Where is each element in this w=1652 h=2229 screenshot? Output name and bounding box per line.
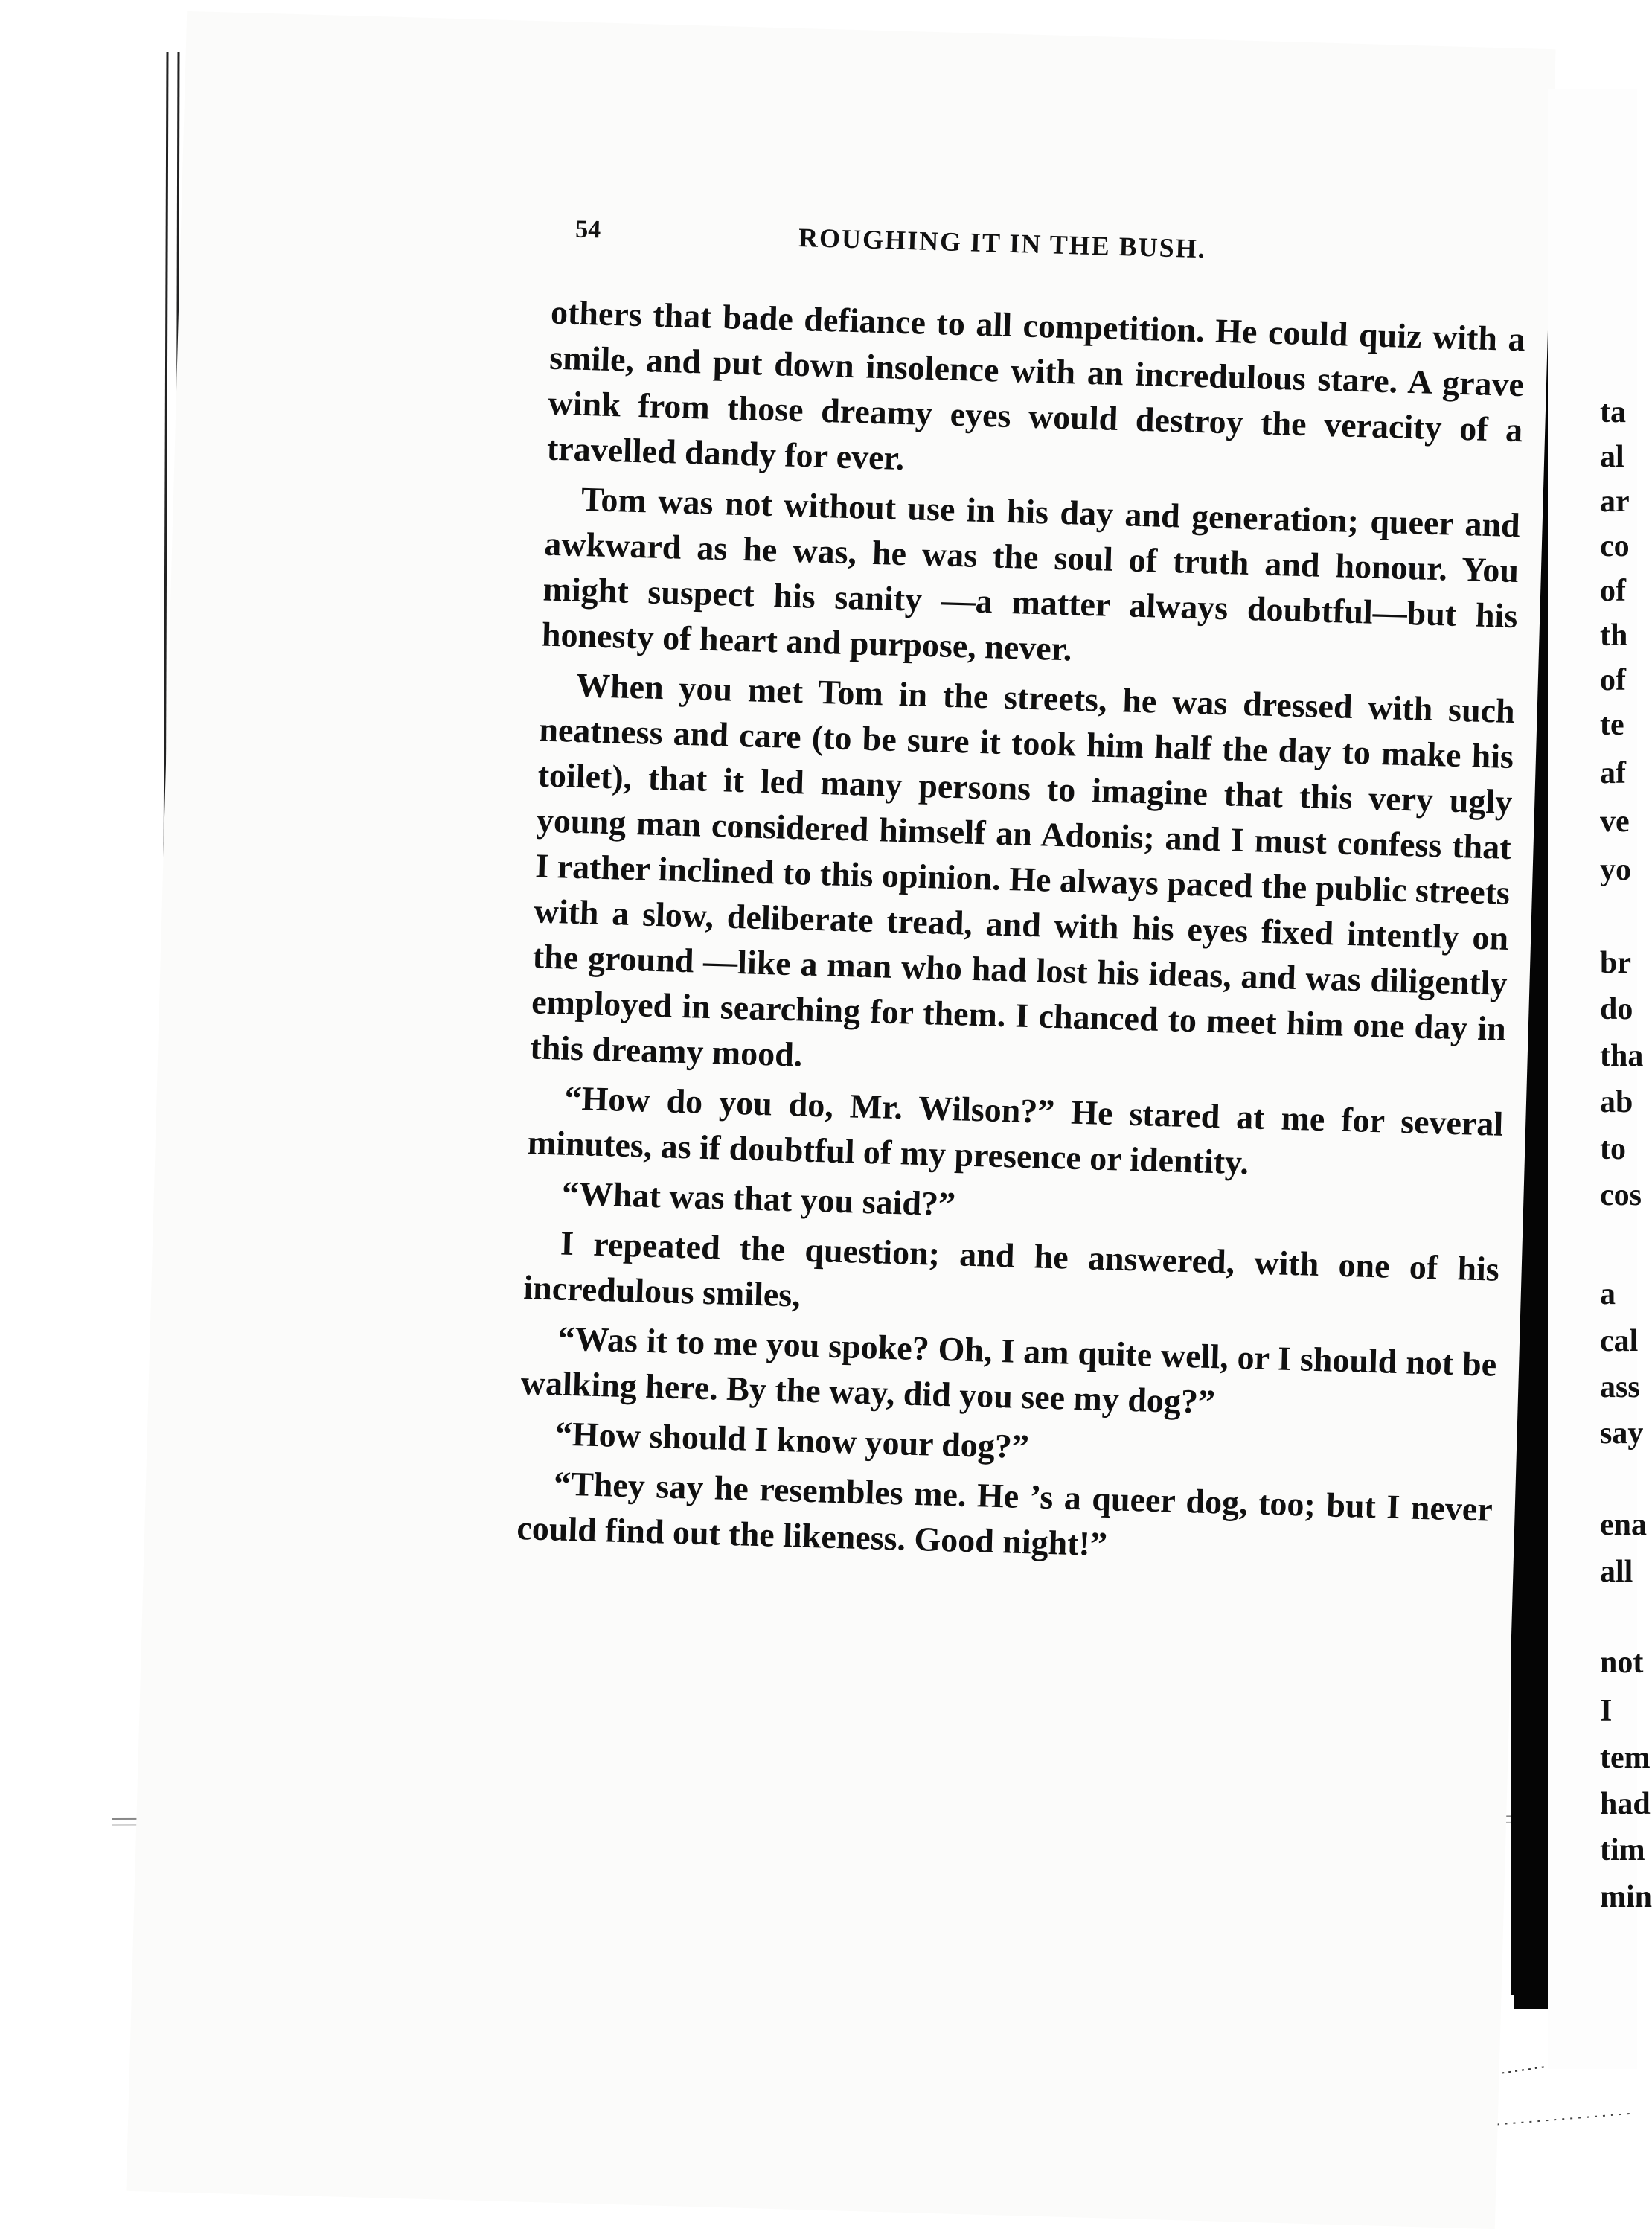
facing-fragment: cos — [1600, 1178, 1642, 1212]
facing-fragment: tim — [1600, 1833, 1645, 1867]
facing-fragment: tem — [1600, 1741, 1651, 1775]
facing-fragment: had — [1600, 1787, 1651, 1821]
paragraph: I repeated the question; and he answered, with one of his incredulous smiles, — [522, 1224, 1500, 1314]
facing-fragment: ab — [1600, 1085, 1633, 1119]
paragraph: “How should I know your dog?” — [554, 1414, 1030, 1466]
running-title: ROUGHING IT IN THE BUSH. — [798, 222, 1207, 264]
facing-fragment: th — [1600, 618, 1628, 653]
facing-fragment: of — [1600, 574, 1626, 608]
facing-fragment: al — [1600, 440, 1624, 474]
facing-fragment: a — [1600, 1277, 1616, 1311]
page-number: 54 — [574, 215, 601, 244]
facing-fragment: tha — [1600, 1039, 1644, 1073]
facing-fragment: ve — [1600, 805, 1630, 839]
facing-fragment: af — [1600, 756, 1626, 790]
paragraph: Tom was not without use in his day and generation; queer and awkward as he was, he was the soul of truth and honour. You might suspect his sanity —a matter always doubtful—but his honesty of heart and purpose, never. — [541, 479, 1521, 668]
facing-page-edge — [1548, 89, 1652, 2069]
facing-fragment: do — [1600, 992, 1633, 1026]
facing-fragment: te — [1600, 708, 1624, 742]
paragraph: “They say he resembles me. He ’s a queer dog, too; but I never could find out the likeness. Good night!” — [516, 1464, 1493, 1564]
facing-fragment: not — [1600, 1646, 1644, 1680]
facing-fragment: br — [1600, 946, 1631, 980]
facing-fragment: ar — [1600, 485, 1630, 519]
paragraph: “How do you do, Mr. Wilson?” He stared at me for several minutes, as if doubtful of my presence or identity. — [527, 1078, 1504, 1182]
page-body — [516, 290, 1526, 1582]
paragraph: “What was that you said?” — [561, 1174, 956, 1224]
facing-fragment: I — [1600, 1694, 1613, 1728]
facing-fragment: all — [1600, 1555, 1633, 1589]
facing-fragment: min — [1600, 1880, 1652, 1914]
paragraph: “Was it to me you spoke? Oh, I am quite well, or I should not be walking here. By the way, did you see my dog?” — [520, 1319, 1497, 1421]
facing-fragment: say — [1600, 1416, 1644, 1451]
facing-fragment: ass — [1600, 1370, 1640, 1404]
paragraph: others that bade defiance to all competition. He could quiz with a smile, and put down insolence with an incredulous stare. A grave wink from those dreamy eyes would destroy the veracity of a travelled dandy for ever. — [546, 292, 1526, 478]
facing-fragment: of — [1600, 663, 1626, 697]
facing-fragment: ta — [1600, 395, 1626, 429]
running-header — [574, 216, 1528, 295]
facing-fragment: yo — [1600, 853, 1631, 887]
book-page — [126, 11, 1555, 2229]
paragraph: When you met Tom in the streets, he was dressed with such neatness and care (to be sure it took him half the day to make his toilet), that it led many persons to imagine that this very ugly young man considered himself an Adonis; and I must confess that I rather inclined to this opinion. He always paced the public streets with a slow, deliberate tread, and with his eyes fixed intently on the ground —like a man who had lost his ideas, and was diligently employed in searching for them. I chanced to meet him one day in this dreamy mood. — [529, 665, 1516, 1074]
facing-fragment: ena — [1600, 1508, 1647, 1542]
facing-fragment: co — [1600, 529, 1630, 563]
facing-fragment: cal — [1600, 1324, 1639, 1358]
facing-fragment: to — [1600, 1132, 1626, 1166]
